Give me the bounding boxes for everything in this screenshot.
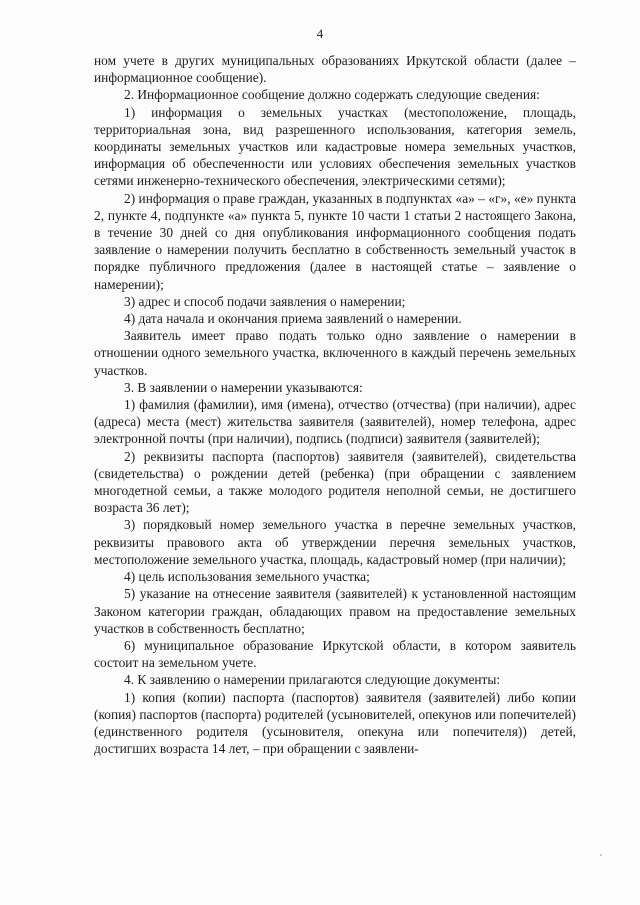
paragraph: 2) информация о праве граждан, указанных в подпунктах «а» – «г», «е» пункта 2, пункте 4, подпункте «а» пункта 5, пункте 10 части 1 статьи 2 настоящего Закона, в течение 30 дней со дня опубликования информационного сообщения подать заявление о намерении получить бесплатно в собственность земельный участок в порядке публичного предложения (далее в настоящей статье – заявление о намерении); (94, 190, 576, 292)
paragraph: 1) копия (копии) паспорта (паспортов) заявителя (заявителей) либо копии (копия) паспортов (паспорта) родителей (усыновителей, опекунов или попечителей) (единственного родителя (усыновителя, опекуна или попечителя)) детей, достигших возраста 14 лет, – при обращении с заявлени- (94, 689, 576, 757)
scan-speck (600, 854, 602, 856)
paragraph: 3) порядковый номер земельного участка в перечне земельных участков, реквизиты правового акта об утверждении перечня земельных участков, местоположение земельного участка, площадь, кадастровый номер (при наличии); (94, 517, 576, 567)
paragraph: 2. Информационное сообщение должно содержать следующие сведения: (124, 87, 540, 103)
paragraph: 1) информация о земельных участках (местоположение, площадь, территориальная зона, вид разрешенного использования, категория земель, координаты земельных участков или кадастровые номера земельных участков, информация об обеспеченности или условиях обеспечения земельных участков сетями инженерно-технического обеспечения, электрическими сетями); (94, 104, 576, 189)
paragraph: 4) дата начала и окончания приема заявлений о намерении. (124, 311, 462, 327)
paragraph: 3) адрес и способ подачи заявления о намерении; (124, 293, 406, 309)
paragraph: 3. В заявлении о намерении указываются: (124, 379, 363, 395)
paragraph: ном учете в других муниципальных образованиях Иркутской области (далее – информационное сообщение). (94, 53, 576, 86)
paragraph: 2) реквизиты паспорта (паспортов) заявителя (заявителей), свидетельства (свидетельства) о рождении детей (ребенка) (при обращении с заявлением многодетной семьи, а также молодого родителя неполной семьи, не достигшего возраста 36 лет); (94, 448, 576, 516)
paragraph: Заявитель имеет право подать только одно заявление о намерении в отношении одного земельного участка, включенного в каждый перечень земельных участков. (94, 328, 576, 378)
paragraph: 5) указание на отнесение заявителя (заявителей) к установленной настоящим Законом категории граждан, обладающих правом на предоставление земельных участков в собственность бесплатно; (94, 586, 576, 636)
paragraph: 4) цель использования земельного участка; (124, 569, 370, 585)
paragraph: 6) муниципальное образование Иркутской области, в котором заявитель состоит на земельном учете. (94, 637, 576, 671)
paragraph: 1) фамилия (фамилии), имя (имена), отчество (отчества) (при наличии), адрес (адреса) места (мест) жительства заявителя (заявителей), номер телефона, адрес электронной почты (при наличии), подпись (подписи) заявителя (заявителей); (94, 397, 576, 447)
page-number: 4 (316, 26, 324, 41)
document-body (94, 52, 576, 757)
paragraph: 4. К заявлению о намерении прилагаются следующие документы: (124, 672, 501, 688)
